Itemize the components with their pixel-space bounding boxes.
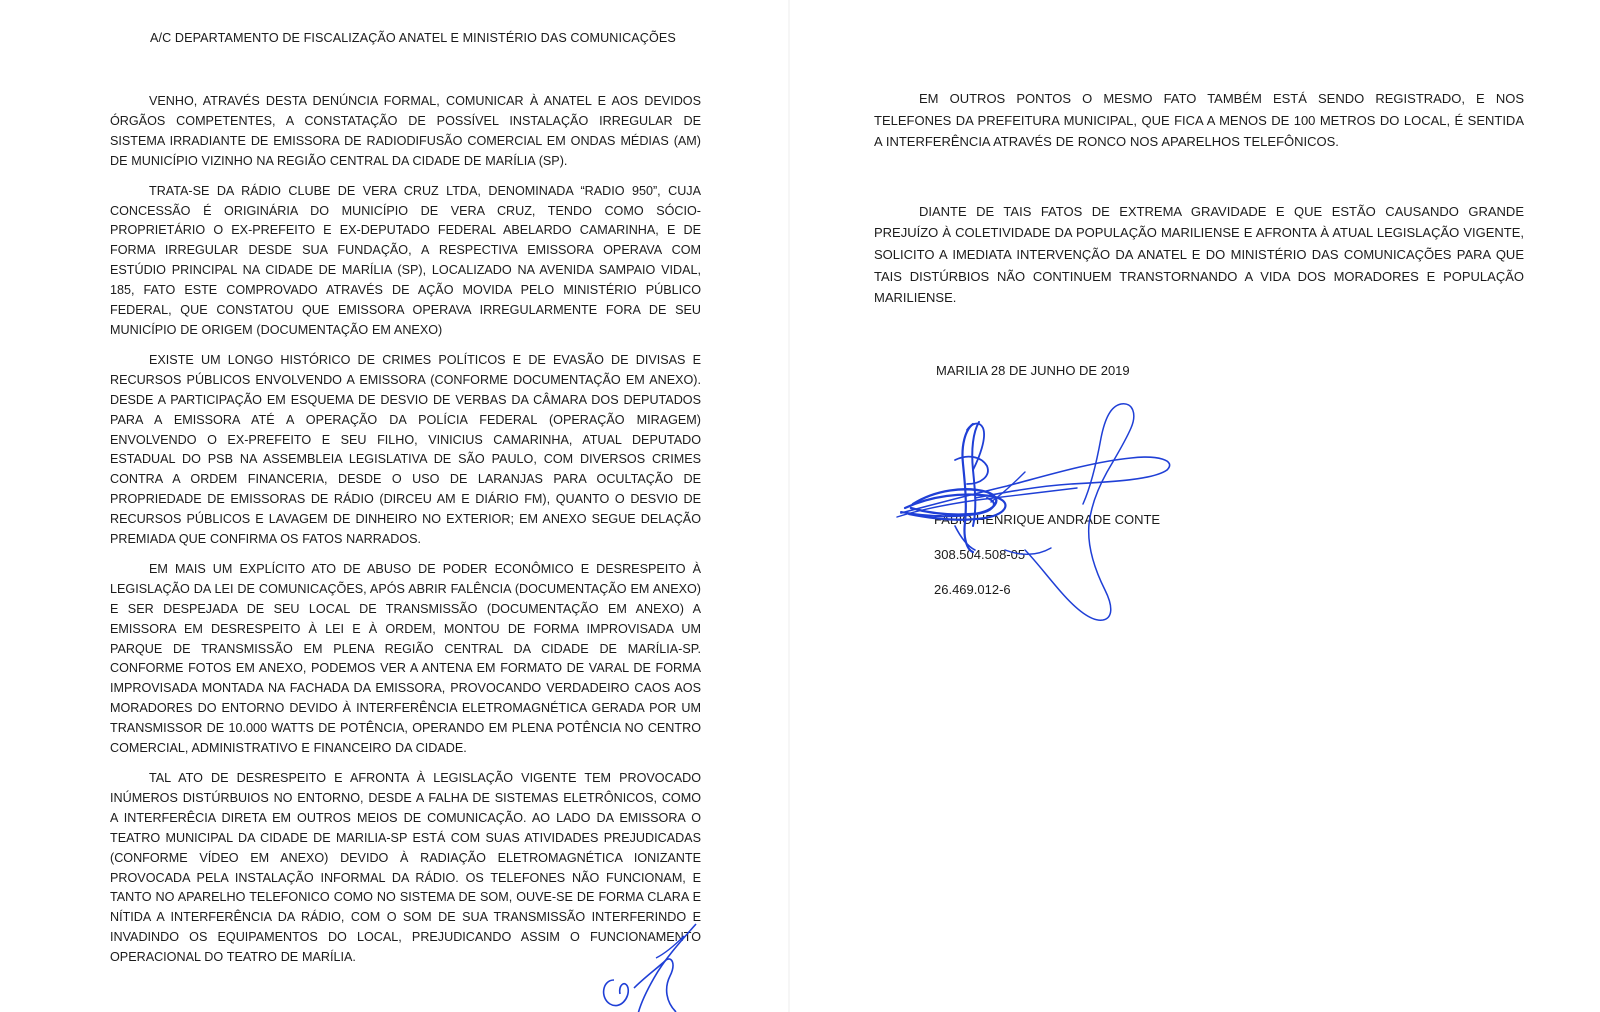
paragraph-radio-clube: TRATA-SE DA RÁDIO CLUBE DE VERA CRUZ LTDA, DENOMINADA “RADIO 950”, CUJA CONCESSÃO É ORIGINÁRIA DO MUNICÍPIO DE VERA CRUZ, TENDO COMO SÓCIO-PROPRIETÁRIO O EX-PREFEITO E EX-DEPUTADO FEDERAL ABELARDO CAMARINHA, E DE FORMA IRREGULAR DESDE SUA FUNDAÇÃO, A RESPECTIVA EMISSORA OPERAVA COM ESTÚDIO PRINCIPAL NA CIDADE DE MARÍLIA (SP), LOCALIZADO NA AVENIDA SAMPAIO VIDAL, 185, FATO ESTE COMPROVADO ATRAVÉS DE AÇÃO MOVIDA PELO MINISTÉRIO PÚBLICO FEDERAL, QUE CONSTATOU QUE EMISSORA OPERAVA IRREGULARMENTE FORA DE SEU MUNICÍPIO DE ORIGEM (DOCUMENTAÇÃO EM ANEXO) [110, 183, 701, 337]
paragraph-abuso-poder: EM MAIS UM EXPLÍCITO ATO DE ABUSO DE PODER ECONÔMICO E DESRESPEITO À LEGISLAÇÃO DA LEI DE COMUNICAÇÕES, APÓS ABRIR FALÊNCIA (DOCUMENTAÇÃO EM ANEXO) E SER DESPEJADA DE SEU LOCAL DE TRANSMISSÃO (DOCUMENTAÇÃO EM ANEXO) A EMISSORA EM DESRESPEITO À LEI E À ORDEM, MONTOU DE FORMA IMPROVISADA UM PARQUE DE TRANSMISSÃO EM PLENA REGIÃO CENTRAL DA CIDADE DE MARÍLIA-SP. CONFORME FOTOS EM ANEXO, PODEMOS VER A ANTENA EM FORMATO DE VARAL DE FORMA IMPROVISADA MONTADA NA FACHADA DA EMISSORA, PROVOCANDO VERDADEIRO CAOS AOS MORADORES DO ENTORNO DEVIDO À INTERFERÊNCIA ELETROMAGNÉTICA GERADA POR UM TRANSMISSOR DE 10.000 WATTS DE POTÊNCIA, OPERANDO EM PLENA POTÊNCIA NO CENTRO COMERCIAL, ADMINISTRATIVO E FINANCEIRO DA CIDADE. [110, 561, 701, 756]
document-header: A/C DEPARTAMENTO DE FISCALIZAÇÃO ANATEL E MINISTÉRIO DAS COMUNICAÇÕES [150, 31, 676, 45]
paragraph-outros-pontos: EM OUTROS PONTOS O MESMO FATO TAMBÉM ESTÁ SENDO REGISTRADO, E NOS TELEFONES DA PREFEITURA MUNICIPAL, QUE FICA A MENOS DE 100 METROS DO LOCAL, É SENTIDA A INTERFERÊNCIA ATRAVÉS DE RONCO NOS APARELHOS TELEFÔNICOS. [874, 91, 1524, 150]
page-left [0, 0, 790, 1012]
page-right [790, 0, 1600, 1012]
signer-rg: 26.469.012-6 [934, 582, 1011, 597]
right-column [874, 88, 1524, 319]
signer-name: FABIO HENRIQUE ANDRADE CONTE [934, 512, 1161, 527]
signer-block [934, 502, 1160, 607]
paragraph-solicitacao: DIANTE DE TAIS FATOS DE EXTREMA GRAVIDADE E QUE ESTÃO CAUSANDO GRANDE PREJUÍZO À COLETIVIDADE DA POPULAÇÃO MARILIENSE E AFRONTA À ATUAL LEGISLAÇÃO VIGENTE, SOLICITO A IMEDIATA INTERVENÇÃO DA ANATEL E DO MINISTÉRIO DAS COMUNICAÇÕES PARA QUE TAIS DISTÚRBIOS NÃO CONTINUEM TRANSTORNANDO A VIDA DOS MORADORES E POPULAÇÃO MARILIENSE. [874, 203, 1524, 306]
paragraph-disturbios: TAL ATO DE DESRESPEITO E AFRONTA À LEGISLAÇÃO VIGENTE TEM PROVOCADO INÚMEROS DISTÚRBUIOS NO ENTORNO, DESDE A FALHA DE SISTEMAS ELETRÔNICOS, COMO A INTERFERÊCIA DIRETA EM OUTROS MEIOS DE COMUNICAÇÃO. AO LADO DA EMISSORA O TEATRO MUNICIPAL DA CIDADE DE MARILIA-SP ESTÁ COM SUAS ATIVIDADES PREJUDICADAS (CONFORME VÍDEO EM ANEXO) DEVIDO À RADIAÇÃO ELETROMAGNÉTICA IONIZANTE PROVOCADA PELA INSTALAÇÃO INFORMAL DA RÁDIO. OS TELEFONES NÃO FUNCIONAM, E TANTO NO APARELHO TELEFONICO COMO NO SISTEMA DE SOM, OUVE-SE DE FORMA CLARA E NÍTIDA A INTERFERÊNCIA DA RÁDIO, COM O SOM DE SUA TRANSMISSÃO INTERFERINDO E INVADINDO OS EQUIPAMENTOS DO LOCAL, PREJUDICANDO ASSIM O FUNCIONAMENTO OPERACIONAL DO TEATRO DE MARÍLIA. [110, 771, 701, 965]
paragraph-denuncia: VENHO, ATRAVÉS DESTA DENÚNCIA FORMAL, COMUNICAR À ANATEL E AOS DEVIDOS ÓRGÃOS COMPETENTES, A CONSTATAÇÃO DE POSSÍVEL INSTALAÇÃO IRREGULAR DE SISTEMA IRRADIANTE DE EMISSORA DE RADIODIFUSÃO COMERCIAL EM ONDAS MÉDIAS (AM) DE MUNICÍPIO VIZINHO NA REGIÃO CENTRAL DA CIDADE DE MARÍLIA (SP). [110, 94, 701, 168]
left-column [110, 92, 701, 978]
paragraph-historico: EXISTE UM LONGO HISTÓRICO DE CRIMES POLÍTICOS E DE EVASÃO DE DIVISAS E RECURSOS PÚBLICOS ENVOLVENDO A EMISSORA (CONFORME DOCUMENTAÇÃO EM ANEXO). DESDE A PARTICIPAÇÃO EM ESQUEMA DE DESVIO DE VERBAS DA CÂMARA DOS DEPUTADOS PARA A EMISSORA ATÉ A OPERAÇÃO DA POLÍCIA FEDERAL (OPERAÇÃO MIRAGEM) ENVOLVENDO O EX-PREFEITO E SEU FILHO, VINICIUS CAMARINHA, ATUAL DEPUTADO ESTADUAL DO PSB NA ASSEMBLEIA LEGISLATIVA DE SÃO PAULO, COM DIVERSOS CRIMES CONTRA A ORDEM FINANCERIA, DESDE O USO DE LARANJAS PARA OCULTAÇÃO DE PROPRIEDADE DE EMISSORAS DE RÁDIO (DIRCEU AM E DIÁRIO FM), QUANTO O DESVIO DE RECURSOS PÚBLICOS E LAVAGEM DE DINHEIRO NO EXTERIOR; EM ANEXO SEGUE DELAÇÃO PREMIADA QUE CONFIRMA OS FATOS NARRADOS. [110, 352, 701, 547]
signer-cpf: 308.504.508-05 [934, 547, 1026, 562]
date-line: MARILIA 28 DE JUNHO DE 2019 [936, 363, 1130, 378]
